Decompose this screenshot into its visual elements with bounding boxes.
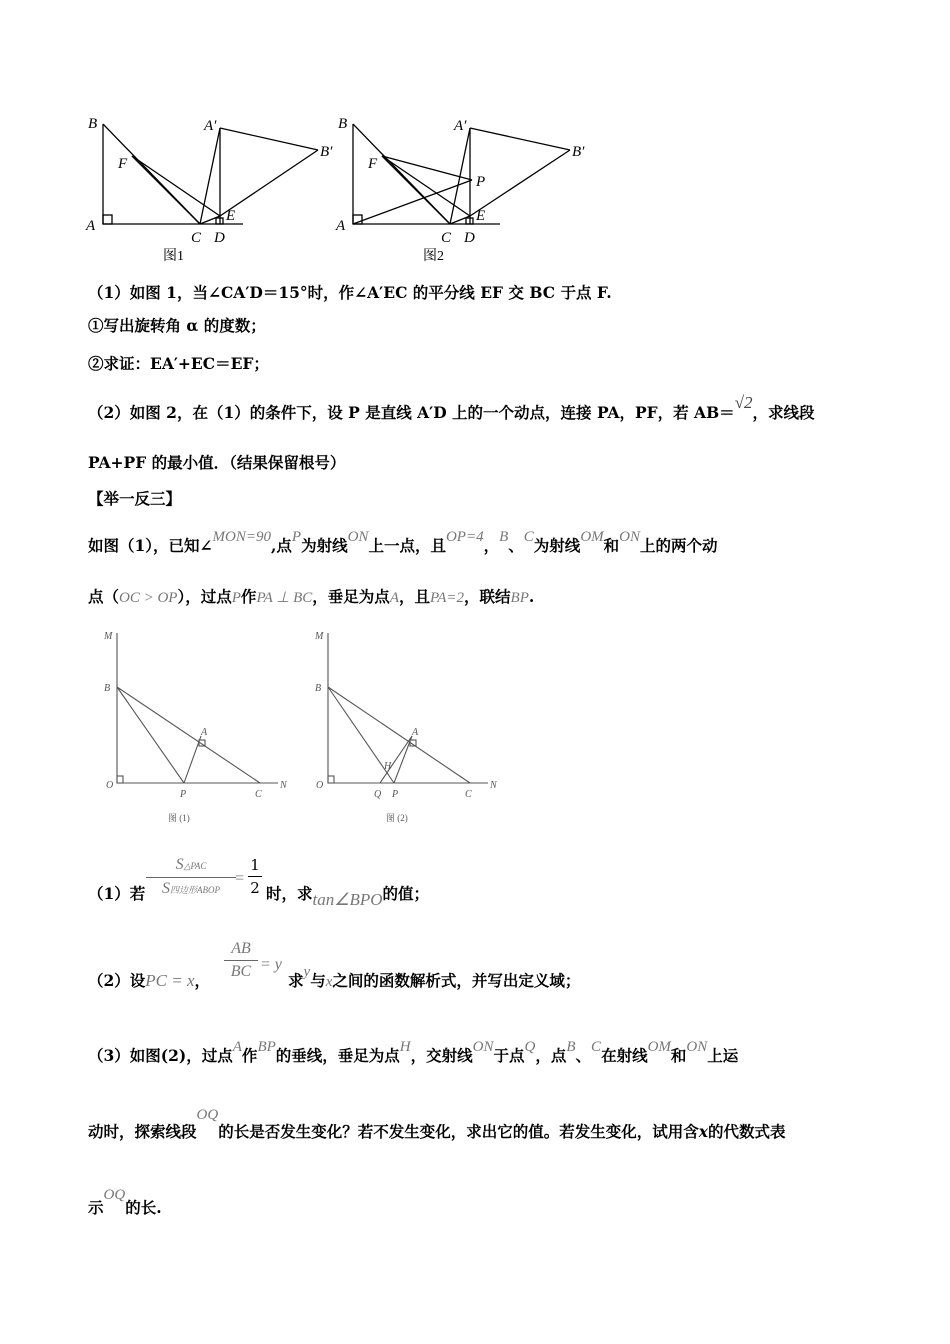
label-F: F [368, 156, 378, 172]
math-om: OM [580, 529, 604, 545]
figure-caption: 图2 [423, 249, 444, 264]
label-C: C [465, 789, 472, 800]
s2-text: （2）设 [88, 971, 146, 990]
s2-denominator: BC [230, 963, 252, 980]
label-A: A [336, 218, 346, 234]
label-A: A [412, 727, 419, 738]
s1-text: 时，求 [266, 884, 313, 903]
intro-line2 [88, 585, 534, 607]
label-M: M [315, 631, 324, 642]
intro-text: 和 [603, 536, 620, 555]
s1-text: 的值； [382, 884, 430, 903]
intro-text: 如图（1），已知∠ [88, 536, 213, 555]
label-M: M [104, 631, 113, 642]
intro-line1 [88, 529, 718, 556]
label-B: B [88, 116, 98, 132]
label-C: C [441, 230, 452, 246]
figure-2-bottom [308, 625, 508, 835]
math-oq: OQ [196, 1107, 219, 1123]
math-pa: PA=2 [430, 590, 465, 606]
label-B-prime: B′ [320, 144, 333, 160]
q2-line1-end: ，求线段 [752, 403, 815, 422]
s3-text: 的代数式表 [707, 1122, 786, 1141]
intro-text: 点（ [88, 587, 120, 606]
s-subscript: 四边形ABOP [170, 885, 220, 895]
half-numerator: 1 [250, 856, 260, 874]
label-B: B [338, 116, 348, 132]
s3-line1 [88, 1039, 739, 1066]
label-E: E [476, 208, 486, 224]
label-B: B [104, 683, 111, 694]
math-h: H [399, 1039, 411, 1055]
intro-text: 为射线 [301, 536, 348, 555]
label-P: P [476, 174, 486, 190]
math-om: OM [647, 1039, 671, 1055]
math-b: B [499, 529, 509, 545]
math-oq: OQ [103, 1187, 126, 1203]
math-p: P [231, 590, 241, 606]
label-B-prime: B′ [572, 144, 585, 160]
s3-text: 的长是否发生变化？若不发生变化，求出它的值。若发生变化，试用含 [218, 1122, 699, 1141]
s3-text: 、 [575, 1046, 592, 1065]
s3-text: 的垂线，垂足为点 [275, 1046, 400, 1065]
math-tan-bpo: tan∠BPO [312, 890, 383, 909]
fraction-bar [248, 876, 262, 877]
math-bp: BP [257, 1039, 276, 1055]
s2-eq-y: = y [260, 956, 282, 973]
intro-text: . [528, 587, 535, 606]
q2-line2: PA+PF 的最小值．（结果保留根号） [88, 453, 346, 472]
figure-2-top [330, 108, 600, 268]
label-B: B [315, 683, 322, 694]
s3-text: 示 [88, 1198, 104, 1217]
label-H: H [384, 761, 392, 772]
figure-1-top [80, 108, 350, 268]
s1-numerator [146, 856, 236, 875]
q1-line2: ①写出旋转角 α 的度数； [88, 316, 266, 335]
s3-text: （3）如图(2)，过点 [88, 1046, 233, 1065]
label-D: D [464, 230, 475, 246]
math-on: ON [472, 1039, 494, 1055]
s3-text: 和 [670, 1046, 687, 1065]
intro-text: 上一点，且 [368, 536, 446, 555]
label-Q: Q [374, 789, 382, 800]
s2-text: 求 [288, 971, 304, 990]
label-C: C [191, 230, 202, 246]
label-N: N [490, 780, 497, 791]
s1-equals: = [234, 870, 245, 887]
label-O: O [316, 780, 324, 791]
intro-text: 、 [508, 536, 524, 555]
s3-text: ，点 [535, 1046, 567, 1065]
label-C: C [255, 789, 262, 800]
math-op: OP=4 [445, 529, 484, 545]
s3-text: 上运 [707, 1046, 739, 1065]
label-N: N [280, 780, 287, 791]
intro-text: ，且 [398, 587, 430, 606]
figure-caption: 图1 [163, 249, 184, 264]
math-cond: OC > OP [119, 590, 178, 606]
math-c: C [591, 1039, 602, 1055]
math-a: A [389, 590, 399, 606]
label-A: A [201, 727, 208, 738]
label-P: P [180, 789, 187, 800]
math-on: ON [347, 529, 369, 545]
s2-fraction [224, 940, 258, 981]
s3-text: 在射线 [601, 1046, 648, 1065]
s-symbol: S [175, 856, 184, 873]
s2-line [88, 969, 210, 991]
s1-half [248, 856, 262, 897]
s1-fraction [146, 856, 236, 899]
s3-line3 [88, 1187, 162, 1218]
math-c: C [523, 529, 534, 545]
q1-line1: （1）如图 1，当∠CA′D＝15°时，作∠A′EC 的平分线 EF 交 BC 于点 F. [88, 283, 612, 302]
math-q: Q [524, 1039, 536, 1055]
label-A-prime: A′ [204, 118, 217, 134]
s2-text: 与 [310, 971, 326, 990]
intro-text: 上的两个动 [640, 536, 718, 555]
intro-text: ,点 [271, 536, 292, 555]
label-P: P [392, 789, 399, 800]
q2-line1 [88, 393, 815, 423]
intro-text: ，联结 [464, 587, 511, 606]
s-subscript: △PAC [183, 861, 207, 871]
figure-1-bottom [100, 625, 300, 835]
label-A-prime: A′ [454, 118, 467, 134]
q2-line1-start: （2）如图 2，在（1）的条件下，设 P 是直线 A′D 上的一个动点，连接 PA，PF，若 AB＝ [88, 403, 735, 422]
s-symbol: S [162, 880, 170, 897]
fraction-bar [146, 877, 236, 878]
section-title: 【举一反三】 [88, 489, 182, 508]
q1-line3: ②求证：EA′+EC＝EF； [88, 354, 269, 373]
s1-denominator [146, 880, 236, 899]
s3-text: 于点 [493, 1046, 525, 1065]
s2-text: 之间的函数解析式，并写出定义域； [332, 971, 581, 990]
label-E: E [226, 208, 236, 224]
s1-start: （1）若 [88, 884, 146, 903]
math-b: B [566, 1039, 576, 1055]
sqrt-two: √2 [734, 393, 753, 412]
math-bp: BP [510, 590, 529, 606]
math-on: ON [619, 529, 640, 545]
half-denominator: 2 [250, 879, 260, 897]
figure-caption: 图 (1) [168, 813, 190, 823]
math-on: ON [686, 1039, 708, 1055]
figure-caption: 图 (2) [386, 813, 408, 823]
s2-text: ， [194, 971, 211, 990]
math-a: A [232, 1039, 242, 1055]
s1-mid [266, 882, 430, 909]
math-x: x [698, 1122, 708, 1141]
intro-text: ， [483, 536, 500, 555]
math-y: y [303, 964, 311, 980]
s3-text: 作 [241, 1046, 258, 1065]
intro-text: 作 [240, 587, 257, 606]
label-F: F [118, 156, 128, 172]
s2-numerator: AB [231, 940, 251, 957]
figure-1-svg [80, 108, 350, 268]
math-perp: PA ⊥ BC [256, 590, 313, 606]
math-mon: MON=90 [212, 529, 271, 545]
math-pc-x: PC = x [145, 971, 195, 990]
label-O: O [106, 780, 114, 791]
intro-text: ），过点 [177, 587, 232, 606]
intro-text: 为射线 [533, 536, 581, 555]
s2-rest [288, 964, 581, 991]
figure-2-bottom-svg [308, 625, 508, 835]
s3-text: ，交射线 [410, 1046, 473, 1065]
s3-text: 动时，探索线段 [88, 1122, 197, 1141]
s3-text: 的长. [125, 1198, 162, 1217]
label-D: D [214, 230, 225, 246]
math-x: x [325, 974, 333, 990]
figure-2-svg [330, 108, 600, 268]
math-p: P [291, 529, 302, 545]
fraction-bar [224, 960, 258, 961]
figure-1-bottom-svg [100, 625, 300, 835]
s3-line2 [88, 1107, 786, 1142]
intro-text: ，垂足为点 [312, 587, 390, 606]
label-A: A [86, 218, 96, 234]
